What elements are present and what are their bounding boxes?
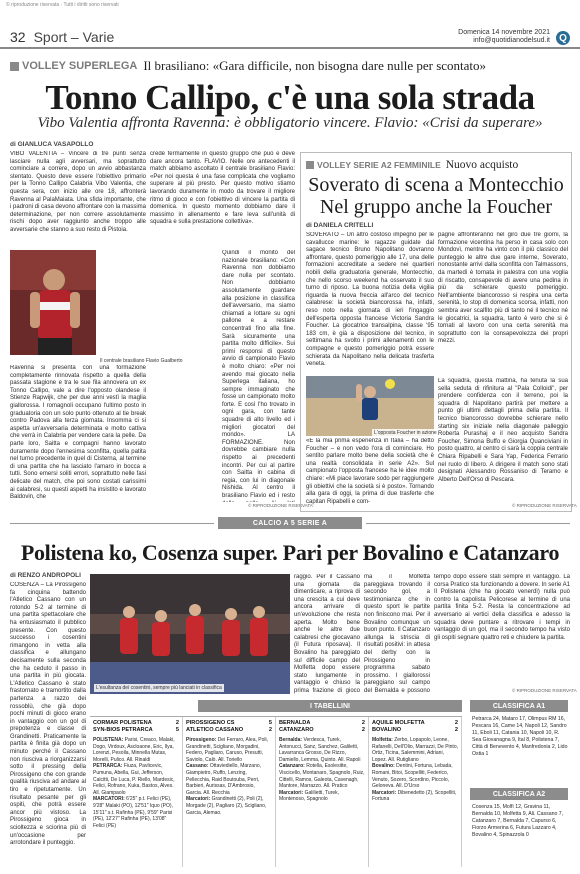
article1-photo-caption: Il centrale brasiliano Flavio Gualberto (100, 358, 183, 364)
article2-copyright: © RIPRODUZIONE RISERVATA (512, 503, 577, 508)
article2-photo-caption: L'opposta Foucher in azione (374, 430, 437, 436)
page-header (0, 27, 580, 49)
tabellini-header: I TABELLINI (198, 700, 462, 712)
tabellini-grid (90, 716, 462, 866)
article1-headline: Tonno Callipo, c'è una sola strada (45, 78, 535, 117)
match-home-row: BERNALDA 2 (279, 720, 365, 726)
match-card (276, 717, 369, 867)
article1-col2-top: crede fermamente in questo gruppo che può e deve dare ancora tanto. FLAVIO. Nelle ore antecedenti il match abbiamo ascoltato il centrale brasiliano Flavio: «Per noi questa è una fase complicata che vogliamo superare al più presto. Per questo motivo stiamo lavorando duramente in modo da trovare il migliore ritmo di gioco e con l'obiettivo di vincere la partita di domenica. In questo momento dobbiamo dare il massimo in allenamento e fare leva sull'unità di squadra e sulla prestazione collettiva». (150, 151, 295, 226)
article3-col3: ma il Molfetta pareggiava trovando il secondo gol, a testimonianza che in questo sport le partite non finiscono mai. Per il Bovalino comunque un buon punto. Il Catanzaro allunga la striscia di risultati positivi: in attesa del derby con la Pirossigeno in programma sabato prossimo. I giallorossi pareggiano sul campo del Bernalda e possono (364, 574, 430, 694)
match-lineups: Pirossigeno: Dei Ferraro, Alea, Poli, Grandinetti, Scigliano, Morgadini, Federo, Pagliaro, Caruso, Presutti, Saviolo, Calò. All. Toriello Cassano: Ottaviediello, Marzano, Giampietro, Ruffo, Lenzing, Pellecchia, Raid Boutouba, Perri, Barbieri, Aurissas, D'Ambrosio, Garcia. All. Recchia Marcatori: Grandinetti (2), Poli (2), Morgade (2), Pagliaro (2), Scigliano, Garcia, Alemao. (186, 737, 268, 816)
issue-date: Domenica 14 novembre 2021 (458, 29, 550, 36)
match-home-row: AQUILE MOLFETTA 2 (372, 720, 458, 726)
article2-headline-line1: Soverato di scena a Montecchio (308, 174, 564, 196)
article3-col4: tempo dopo essere stati sempre in vantaggio. La corsa Pratico sta funzionando a dovere. In serie A1 Il Polistena (che ha giocato venerdì) nulla può contro la capolista Pelicorese al termine di una partita finita 5-2. Resta la concentrazione ad avversario ai vertici della classifica e adesso la squadra deve puntare a ritrovare i tempi in vantaggio di un gol, ma il secondo tempo ha visto gli ospiti segnare quattro reti e chiudere la partita. (434, 574, 570, 641)
match-away-row: ATLETICO CASSANO 2 (186, 727, 272, 733)
article2-col-a-bottom: «È la mia prima esperienza in Italia – ha detto Foucher – e non vedo l'ora di cominciare. Ho sentito parlare molto bene della società che è una realtà consolidata in serie A2». Sul campionato l'opposta francese ha le idee molto chiare: «Mi piace lavorare sodo per raggiungere gli obiettivi che la società si è posto». Tornando alla gara di oggi, la prima di due trasferte che capitan Ripabelli e com- (306, 438, 434, 505)
article2-kicker-text: Nuovo acquisto (445, 159, 519, 171)
article3-col1: COSENZA – La Pirossigeno fa cinquina battendo l'Atletico Cassano con un rotondo 5-2 al termine di una partita spettacolare che ha entusiasmato il pubblico presente. Con questo successo i cosentini rimangono in vetta alla classifica e allungano decisamente sulla seconda che ha ceduto il passo in una partita in più giocata. L'Atletico Cassano è stato frastornato e tramortito dalla partenza a razzo dei rossoblù, che già dopo pochi minuti di gioco erano in vantaggio con un gol di prepotenza e classe di Grandinetti. Praticamente la partita è finita già dopo un minuto perché il Cassano non riusciva a riorganizzarsi sotto il pressing della Pirossigeno che con grande qualità riusciva ad andare al tiro e ripetutamente. Un risultato pesante per gli ospiti, che potrà essere ancor più vistoso. La Pirossigeno gioca in scioltezza e sciorina più di un'occasione per arrotondare il punteggio. (10, 582, 86, 847)
article2-headline (300, 174, 572, 218)
match-away-row: CATANZARO 2 (279, 727, 365, 733)
match-away-row: BOVALINO 2 (372, 727, 458, 733)
article2-headline-line2: Nel gruppo anche la Foucher (319, 196, 553, 218)
article3-banner: CALCIO A 5 SERIE A (218, 517, 362, 529)
article3-copyright: © RIPRODUZIONE RISERVATA (512, 688, 577, 693)
article2-kicker (306, 159, 518, 171)
match-lineups: POLISTENA: Parisi, Creaco, Malaki, Dogo, Virdoux, Ascloaone, Eric, Ilya, Lorenzi, Pesolla, Minnella Mutas, Morelli, Pulico. All. Rinaldi PETRARCA: Fiuza, Pavlicevic, Pumuna, Abella, Gui, Jefferson, Calcitti, De Luca, P. Riello, Mardesic, Felici, Rofrano, Kuka, Bastos, Alves. All. Giampaolo MARCATORI: 6'25" p.t. Felici (PE), 9'28" Malaki (PO), 12'51" Iquo (PO), 15'11" s.t. Rafinha (PE), 9'59" Parisi (PE), 12'27" Rafinha (PE), 13'08" Felici (PE) (93, 737, 175, 829)
article1-section-label: VOLLEY SUPERLEGA (22, 60, 138, 72)
article2-photo (306, 376, 434, 436)
article1-col2-bottom: Quindi il monito del nazionale brasiliano: «Con Ravenna non dobbiamo dare nulla per scontato. Non dobbiamo assolutamente guardare alla posizione in classifica dell'avversario, ma siamo chiamati a lottare su ogni pallone e a restare concentrati fino alla fine. Sarà sicuramente una partita molto difficile». Sui primi responsi di questo avvio di campionato Flavio è molto chiaro: «Per noi avendo mai giocato nella Superlega italiana, ho sempre immaginato che fosse un campionato molto forte. E così l'ho trovato in ogni gara, con tante squadre di alto livello ed i migliori giocatori del mondo». LA FORMAZIONE. Non dovrebbe cambiare nulla rispetto ai precedenti incontri. Per cui al partire con Saitta in cabina di regia, con lui in diagonale Nishida. Al centro il brasiliano Flavio ed i resto (222, 250, 295, 499)
standings-a2-header: CLASSIFICA A2 (470, 788, 568, 800)
standings-a1-list: Petrarca 24, Mataro 17, Olimpus RM 16, Pescara 16, Came 14, Napoli 12, Sandro 11, Eboli 11, Catania 10, Napoli 10, R. Sea Giovanagna 9, Ital 8, Polistena 7, Città di Benevento 4, Manfredonia 2, Lido Ostia 1 (472, 716, 568, 757)
match-lineups: Molfetta: Zerbo, Lopapolo, Leone, Rafanelli, Dell'Olio, Marrazzi, De Pinto, Ortiz, Ticina, Salemmini, Adriani, Lopez. All. Rutigliano Bovalino: Dentini, Fortuna, Lebada, Romani, Bitoi, Scopelliti, Federico, Venuto, Sozero, Scordino, Piccolo, Geloneva. All. D'Urso Marcatori: Dibenedetto (2), Scopelliti, Fortuna (372, 737, 458, 803)
volleyball-player-image (10, 250, 96, 355)
futsal-celebration-image (90, 574, 290, 694)
article1-col1-bottom: Ravenna si presenta con una formazione completamente rinnovata rispetto a quella della passata stagione e tra le sue fila annovera un ex Tonno Callipo, vale a dire l'opposto olandese il Stienze Rapwijk, che per due anni vestì la maglia giallorossa. I romagnoli occupano l'ultimo posto in graduatoria con un solo punto ottenuto al tie break contro Padova alla terza giornata. Insomma ci si aspetta un'avversaria determinata e molto cattiva che verrà in Calabria per vendere cara la pelle. Da parte loro, Saitta e compagni hanno lavorato duramente dopo l'ennesima sconfitta, quella patita nel turno precedente in quel di Cisterna, al termine di una partita che ha lasciato l'amaro in bocca a tutti. Sono emersi soliti errori, soprattutto nelle fasi delicate del match, che poi sono costati carissimi ai calabresi, su questi aspetti ha insistito e lavorato Baldovin, che (10, 365, 146, 501)
article1-kicker (10, 58, 486, 74)
standings-a1-header: CLASSIFICA A1 (470, 700, 568, 712)
article1-copyright: © RIPRODUZIONE RISERVATA (248, 503, 313, 508)
article1-photo (10, 250, 96, 355)
article3-photo-caption: L'esultanza dei cosentini, sempre più lanciati in classifica (96, 685, 222, 691)
banner-rule-right (366, 523, 570, 524)
article1-byline: di GIANLUCA VASAPOLLO (10, 141, 94, 148)
article3-byline: di RENZO ANDROPOLI (10, 572, 81, 579)
article3-col2: raggio. Per il Cassano una giornata da dimenticare, a riprova di una crescita a cui deve ancora arrivare di un'evoluzione che resta aperta. Molto bene anche le altre due calabresi che giocavano (il Futura riposava). Il Bovalino ha pareggiato sul difficile campo del Molfetta dopo essere stato lungamente in vantaggio e chiuso la prima frazione di gioco (294, 574, 360, 694)
match-away-row: SYN-BIOS PETRARCA 5 (93, 727, 179, 733)
article1-col1-side (98, 250, 146, 355)
article3-photo (90, 574, 290, 694)
banner-rule-left (10, 523, 214, 524)
contact-email[interactable]: info@quotidianodelsud.it (473, 37, 550, 44)
section-name: Sport – Varie (33, 29, 115, 45)
article1-subheadline: Vibo Valentia affronta Ravenna: è obbligatorio vincere. Flavio: «Crisi da superare» (37, 115, 543, 131)
article2-col-b-top: pagne affronteranno nel giro due tre giorni, la formazione vicentina ha perso in casa solo con Mondovì, mentre ha vinto con il più classico del punteggio le altre due gare interne, Soverato, nonostante arrivi dalla sconfitta con Talmassons, da martedì è tornata in palestra con una voglia di riscatto, consapevole di avere una pedina in più da schierare questo pomeriggio. Nell'ambiente biancorosso si respira una certa serenità, lo stop di domenica scorsa, infatti, non sembra aver scalfito più di tanto né il tecnico né le giocatrici, la squadra, tanto è vero che si è tornati al lavoro con una certa serenità ma soprattutto con la consapevolezza dei propri mezzi. (438, 232, 568, 345)
article2-byline: di DANIELA CRITELLI (306, 222, 374, 229)
match-home-row: PIROSSIGENO CS 5 (186, 720, 272, 726)
square-bullet-icon (306, 161, 314, 169)
square-bullet-icon (10, 62, 19, 71)
top-strip: © riproduzione riservata · Tutti i diritti sono riservati (6, 2, 119, 8)
match-card (369, 717, 462, 867)
article1-kicker-text: Il brasiliano: «Gara difficile, non bisogna dare nulle per scontato» (143, 58, 487, 73)
page-number: 32 (10, 29, 26, 45)
article2-section-label: VOLLEY SERIE A2 FEMMINILE (317, 160, 441, 170)
volleyball-action-image (306, 376, 434, 436)
match-lineups: Bernalda: Verdesca, Turek, Antonucci, Sanz, Sanchez, Galiletti, Lavarranca Grosso, De Rizzo, Damiello, Lemma, Quinto. All. Rapoli Catanzaro: Rotella, Esolesitte, Viscicello, Montanaro, Spagnolo, Ruiz, Cittelli, Ramos, Galeota, Cavenagh, Mantore, Marrazzo. All. Pratico Marcatori: Galilietti, Turek, Montenoso, Spagnolo (279, 737, 365, 803)
article3-headline: Polistena ko, Cosenza super. Pari per Bovalino e Catanzaro (20, 540, 560, 565)
article1-col1-top: VIBO VALENTIA – Vincere di tre punti senza lasciare nulla agli avversari, ma soprattutto cominciare a correre, dopo un avvio abbastanza stentato. Questo deve essere l'obiettivo primario per la Tonno Callipo Calabria Vibo Valentia, che questa sera, con inizio alle ore 18, affronterà Ravenna al PalaMaiata. Una sfida importante, che i padroni di casa devono affrontare con la massima determinazione, per non correre assolutamente rischi dopo aver raggiunto anche troppo alle avversarie che stanno a suo resto di Pistoia. (10, 151, 146, 233)
match-card (90, 717, 183, 867)
article2-col-b-bottom: La squadra, questa mattina, ha tenuta la sua sella seduta di rifinitura al "Pala Colloidi", per prendere confidenza con il terreno, poi la squadra di Napolitano partirà per mettere a punto gli ultimi dettagli prima della partita. Il tecnico biancorosso dovrebbe schierare nello starting six iniziale nella diagonale palleggio Roberta Purashaj e il neo acquisto Sandra Foucher, Simona Buffo e Giorgia Quanciviani in posto quattro, al centro ci sarà la coppia centrale Chiara Ripabelli e Sara Yap, Federica Ferrario nel ruolo di libero. A dirigere il match sono stati designati Alessandro Rossaniso di Teramo e Alberto Dell'Orso di Pescara. (438, 378, 568, 483)
article2-col-a-top: SOVERATO – Un altro costoso impegno per le cavallucce marine: le ragazze guidate dal sagace tecnico Bruno Napolitano dovranno affrontare, questo pomeriggio alle 17, una delle formazioni accreditate a sedere nei quartieri nobili della graduatoria generale, Montecchio, che nello scorso weekend ha osservato il suo turno di riposo. La buona notizia della vigilia riguarda la nuova freccia all'arco del tecnico calabrese: la società biancorossa ha, infatti, reso noto nella giornata di ieri l'ingaggio dell'esperta opposta francese Victoria Sandra Foucher. La giocatrice transalpina, classe '95 183 cm, è già a disposizione del tecnico, in settimana ha svolto i primi allenamenti con le compagne e questo pomeriggio potrà essere schierata da Napolitano nella delicata trasferta veneta. (306, 232, 434, 368)
header-info (458, 29, 550, 45)
newspaper-logo-icon: Q (556, 31, 570, 45)
standings-a2-list: Cosenza 15, Molfì 12, Gravina 11, Bernalda 10, Molfetta 9, Ali. Cassano 7, Catanzaro 7, Bernalda 7, Capurso 6, Fiorzo Armerina 6, Futura Lazzaro 4, Bovalino 4, Spinazzola 0 (472, 804, 564, 838)
match-home-row: CORMAR POLISTENA 2 (93, 720, 179, 726)
match-card (183, 717, 276, 867)
